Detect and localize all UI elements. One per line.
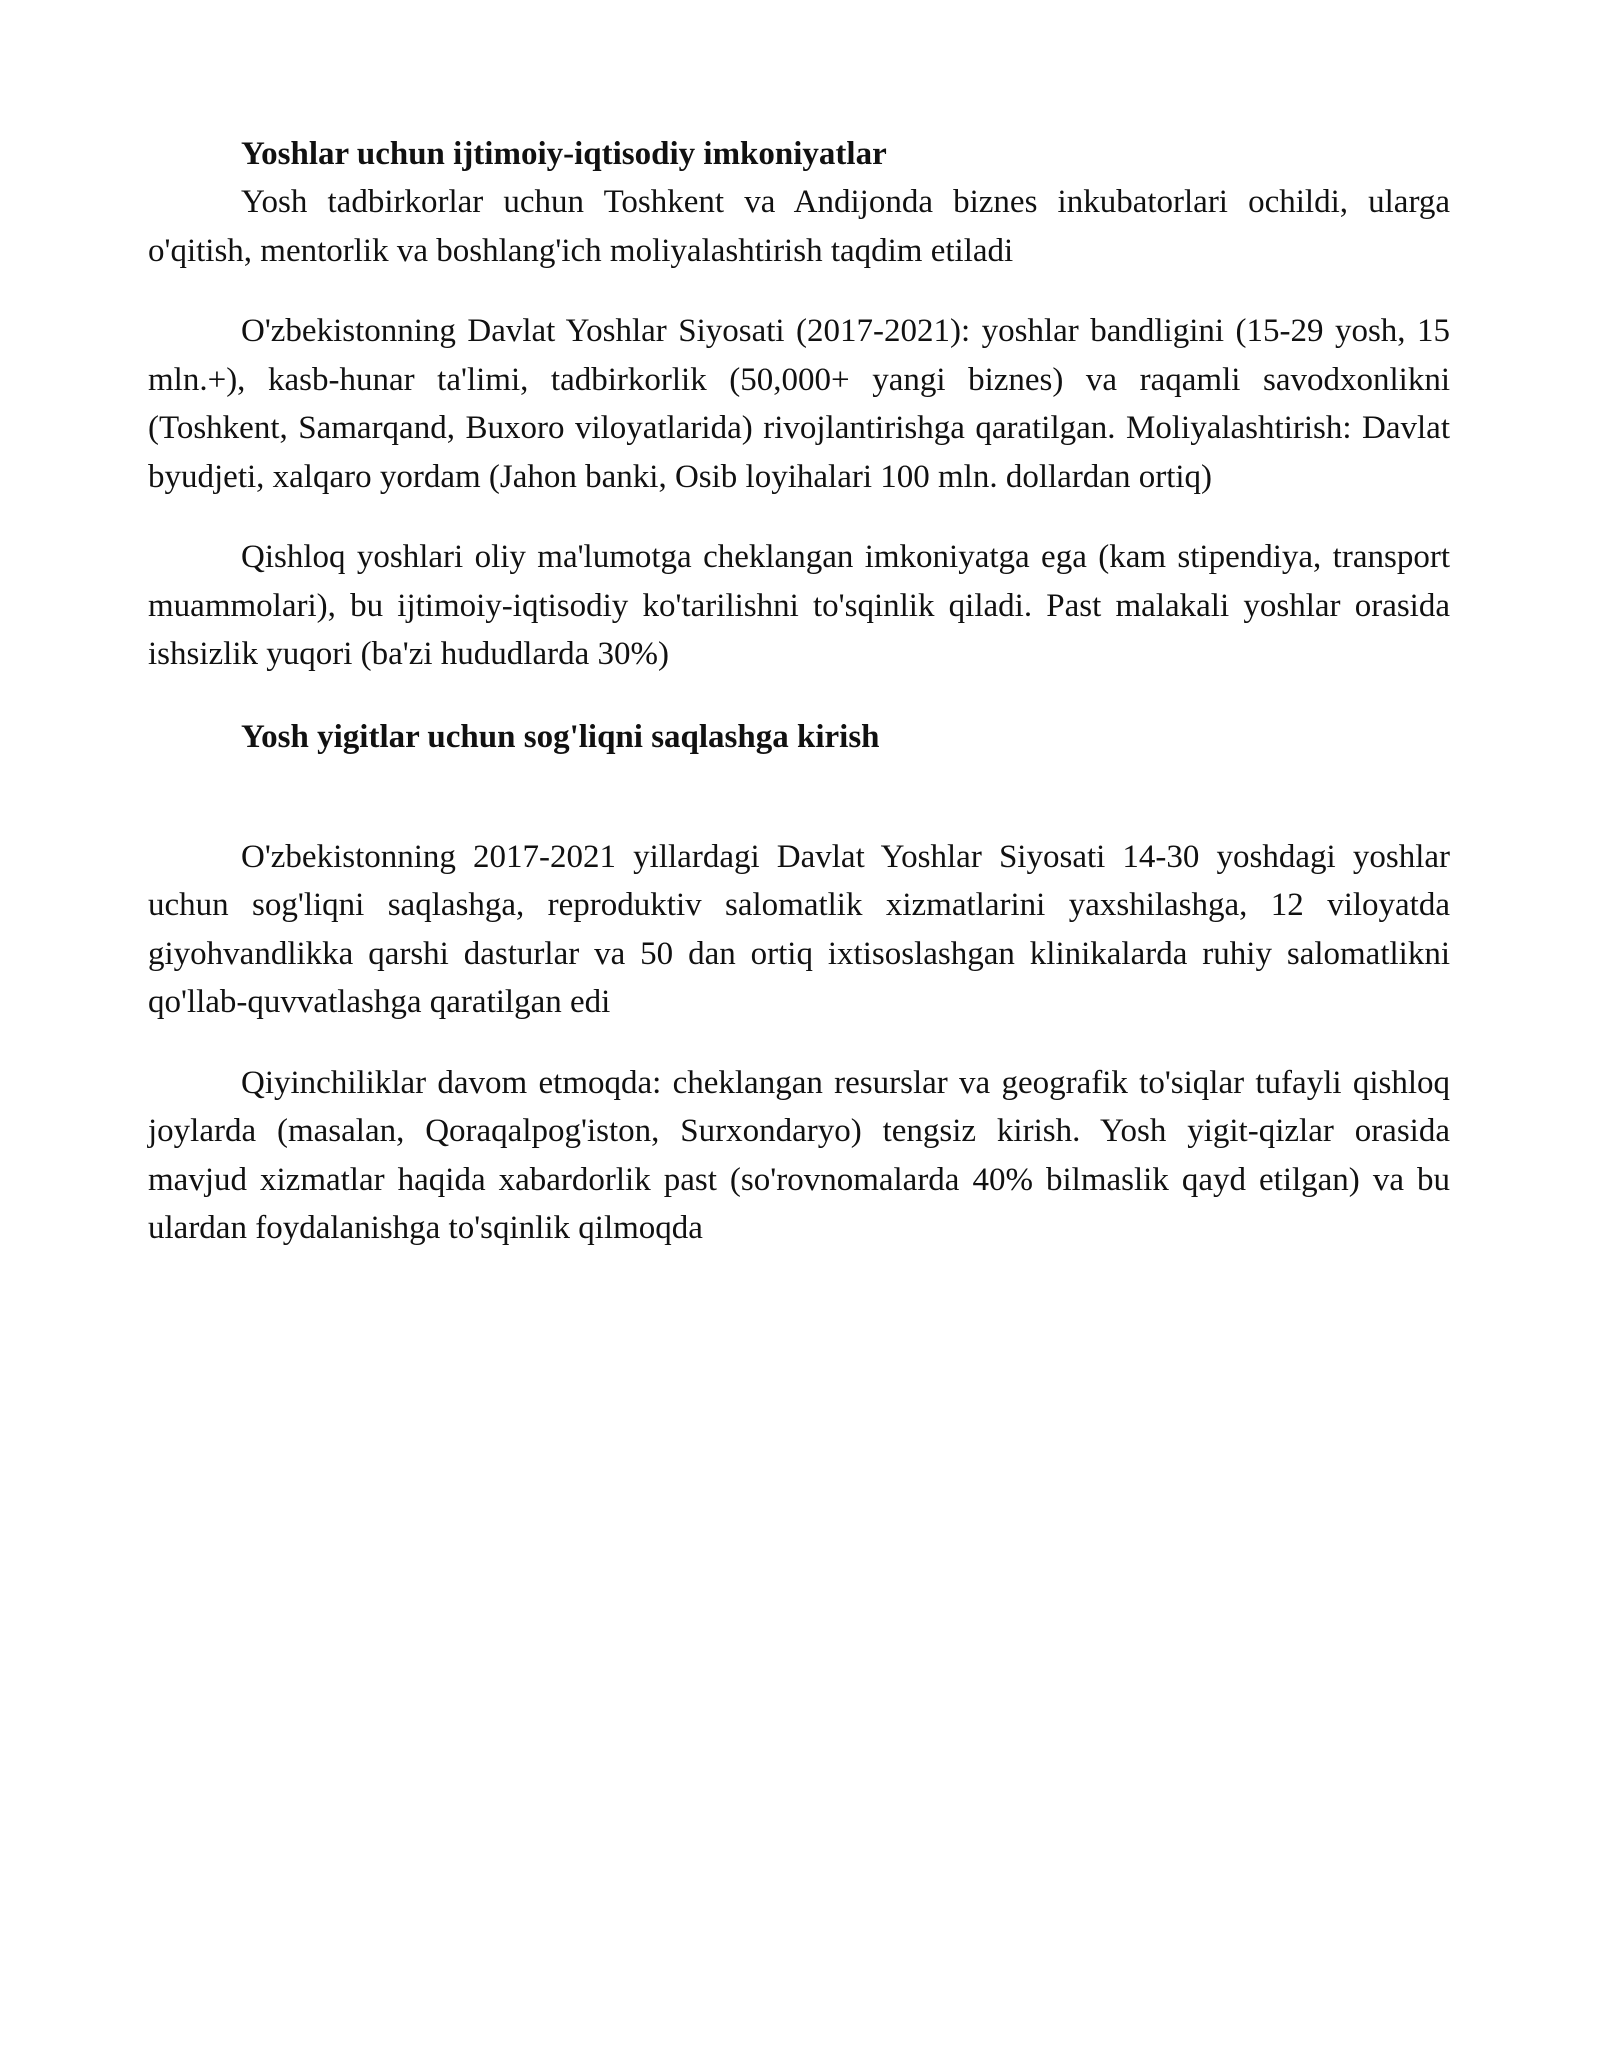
section-heading-socioeconomic: Yoshlar uchun ijtimoiy-iqtisodiy imkoniyatlar: [241, 136, 887, 172]
paragraph-spacer: [148, 1027, 1450, 1059]
paragraph-spacer: [148, 761, 1450, 833]
section-heading-healthcare: Yosh yigitlar uchun sog'liqni saqlashga kirish: [241, 718, 880, 755]
paragraph-health-policy: O'zbekistonning 2017-2021 yillardagi Davlat Yoshlar Siyosati 14-30 yoshdagi yoshlar uchun sog'liqni saqlashga, reproduktiv salomatlik xizmatlarini yaxshilashga, 12 viloyatda giyohvandlikka qarshi dasturlar va 50 dan ortiq ixtisoslashgan klinikalarda ruhiy salomatlikni qo'llab-quvvatlashga qaratilgan edi: [148, 838, 1450, 1020]
paragraph-spacer: [148, 275, 1450, 307]
document-page: [148, 130, 1450, 1253]
paragraph-business-incubators: Yosh tadbirkorlar uchun Toshkent va Andijonda biznes inkubatorlari ochildi, ularga o'qitish, mentorlik va boshlang'ich moliyalashtirish taqdim etiladi: [148, 184, 1450, 269]
paragraph-health-challenges: Qiyinchiliklar davom etmoqda: cheklangan resurslar va geografik to'siqlar tufayli qishloq joylarda (masalan, Qoraqalpog'iston, Surxondaryo) tengsiz kirish. Yosh yigit-qizlar orasida mavjud xizmatlar haqida xabardorlik past (so'rovnomalarda 40% bilmaslik qayd etilgan) va bu ulardan foydalanishga to'sqinlik qilmoqda: [148, 1064, 1450, 1246]
paragraph-spacer: [148, 501, 1450, 533]
paragraph-rural-youth: Qishloq yoshlari oliy ma'lumotga cheklangan imkoniyatga ega (kam stipendiya, transport muammolari), bu ijtimoiy-iqtisodiy ko'tarilishni to'sqinlik qiladi. Past malakali yoshlar orasida ishsizlik yuqori (ba'zi hududlarda 30%): [148, 539, 1450, 672]
paragraph-spacer: [148, 679, 1450, 713]
paragraph-youth-policy: O'zbekistonning Davlat Yoshlar Siyosati (2017-2021): yoshlar bandligini (15-29 yosh, 15 mln.+), kasb-hunar ta'limi, tadbirkorlik (50,000+ yangi biznes) va raqamli savodxonlikni (Toshkent, Samarqand, Buxoro viloyatlarida) rivojlantirishga qaratilgan. Moliyalashtirish: Davlat byudjeti, xalqaro yordam (Jahon banki, Osib loyihalari 100 mln. dollardan ortiq): [148, 313, 1450, 495]
